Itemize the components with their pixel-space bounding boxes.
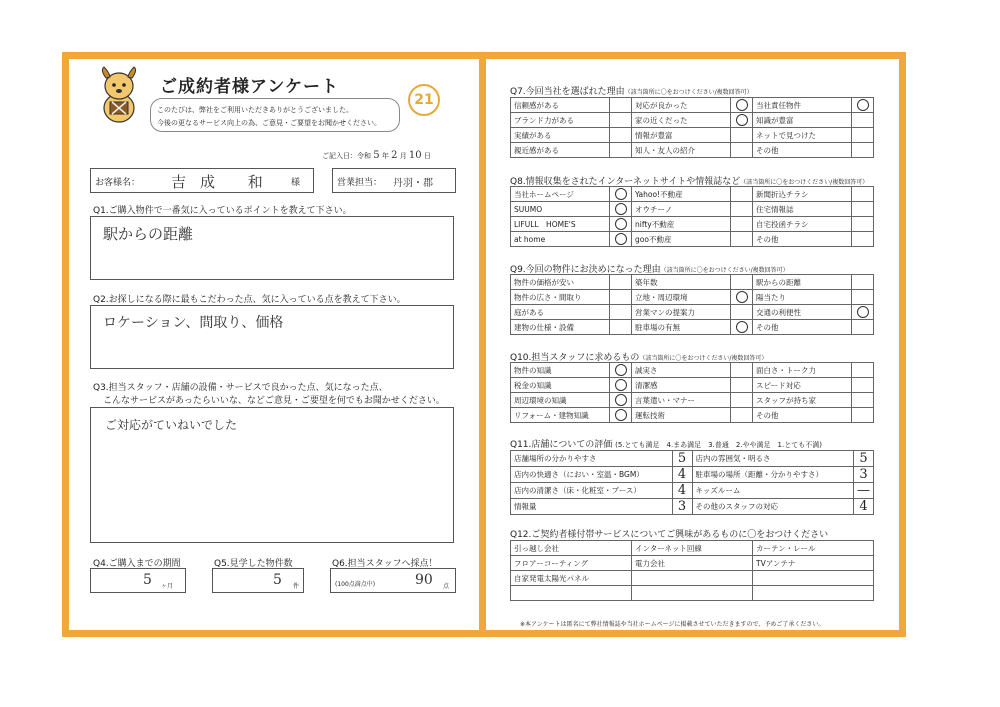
table-row	[511, 143, 874, 158]
q2-answer-box[interactable]	[90, 305, 454, 369]
page-divider	[479, 52, 486, 637]
page-title: ご成約者様アンケート	[160, 77, 339, 97]
q9-option-checkbox[interactable]	[852, 275, 874, 290]
q6-note: (100点満点中)	[335, 581, 376, 588]
q9-option-checkbox[interactable]	[610, 290, 632, 305]
q10-option-label: 周辺環境の知識	[511, 393, 610, 408]
q7-option-checkbox[interactable]	[610, 128, 632, 143]
q10-option-label: スタッフが持ち家	[753, 393, 852, 408]
q7-option-label: 対応が良かった	[632, 98, 731, 113]
q10-option-label: 面白さ・トーク力	[753, 363, 852, 378]
q1-answer: 駅からの距離	[103, 225, 194, 243]
q12-option[interactable]	[632, 586, 753, 601]
q7-option-label: ネットで見つけた	[753, 128, 852, 143]
q8-option-label: LIFULL HOME'S	[511, 217, 610, 232]
q7-option-label: 親近感がある	[511, 143, 610, 158]
q12-question: Q12.ご契約者様付帯サービスについてご興味があるものに〇をおつけください	[510, 530, 829, 540]
table-row	[511, 98, 874, 113]
q6-answer: 90	[415, 572, 433, 588]
q9-option-label: 物件の広さ・間取り	[511, 290, 610, 305]
q10-option-checkbox[interactable]	[731, 393, 753, 408]
table-row	[511, 275, 874, 290]
q7-option-checkbox[interactable]	[731, 143, 753, 158]
q7-option-label: 知識が豊富	[753, 113, 852, 128]
q7-option-checkbox[interactable]	[731, 113, 753, 128]
customer-sama: 様	[291, 178, 301, 188]
q2-answer: ロケーション、間取り、価格	[103, 315, 284, 331]
q4-answer: 5	[143, 572, 152, 588]
q8-option-checkbox[interactable]	[852, 232, 874, 247]
q9-option-label: 陽当たり	[753, 290, 852, 305]
q8-option-checkbox[interactable]	[731, 217, 753, 232]
q6-question: Q6.担当スタッフへ採点！	[332, 559, 438, 569]
q10-option-label: その他	[753, 408, 852, 423]
q7-option-label: 信頼感がある	[511, 98, 610, 113]
q5-unit: 件	[293, 583, 300, 590]
q9-question-text: Q9.今回の物件にお決めになった理由	[510, 265, 661, 275]
q9-option-checkbox[interactable]	[852, 320, 874, 335]
q10-option-checkbox[interactable]	[852, 408, 874, 423]
intro-line-2: 今後の更なるサービス向上の為、ご意見・ご要望をお聞かせください。	[157, 119, 381, 127]
q8-option-checkbox[interactable]	[610, 232, 632, 247]
q8-option-checkbox[interactable]	[852, 217, 874, 232]
q7-option-label: 情報が豊富	[632, 128, 731, 143]
table-row	[511, 483, 874, 499]
circle-mark-icon	[736, 114, 748, 126]
q12-option[interactable]: TVアンテナ	[753, 556, 874, 571]
q7-option-checkbox[interactable]	[610, 98, 632, 113]
q8-question-text: Q8.情報収集をされたインターネットサイトや情報誌など	[510, 177, 741, 187]
circle-mark-icon	[736, 321, 748, 333]
q3-question-line2: こんなサービスがあったらいいな、などご意見・ご要望を何でもお聞かせください。	[103, 396, 445, 406]
q9-option-label: 建物の仕様・設備	[511, 320, 610, 335]
circle-mark-icon	[736, 291, 748, 303]
staff-label: 営業担当：	[337, 178, 383, 188]
table-row	[511, 305, 874, 320]
q9-option-label: 立地・周辺環境	[632, 290, 731, 305]
q8-option-label: nifty不動産	[632, 217, 731, 232]
q1-question: Q1.ご購入物件で一番気に入っているポイントを教えて下さい。	[93, 206, 352, 216]
customer-name-box[interactable]	[90, 168, 314, 193]
q8-option-label: 新聞折込チラシ	[753, 187, 852, 202]
q3-answer-box[interactable]	[90, 407, 454, 543]
q9-table	[510, 274, 874, 335]
table-row	[511, 290, 874, 305]
q9-option-label: 駅からの距離	[753, 275, 852, 290]
q7-option-label: 実績がある	[511, 128, 610, 143]
q12-option[interactable]: 引っ越し会社	[511, 541, 632, 556]
q9-option-checkbox[interactable]	[731, 290, 753, 305]
q10-option-checkbox[interactable]	[610, 363, 632, 378]
staff-name: 丹羽・郡	[393, 178, 433, 189]
date-year-suffix: 年	[381, 152, 389, 160]
table-row	[511, 187, 874, 202]
q12-option[interactable]: インターネット回線	[632, 541, 753, 556]
q8-option-checkbox[interactable]	[731, 187, 753, 202]
footer-note: ※本アンケートは匿名にて弊社情報誌や当社ホームページに掲載させていただきますので、予めご了承ください。	[520, 621, 825, 628]
q8-option-checkbox[interactable]	[731, 202, 753, 217]
circle-mark-icon	[857, 306, 869, 318]
table-row	[511, 378, 874, 393]
q10-option-label: 税金の知識	[511, 378, 610, 393]
q7-option-checkbox[interactable]	[731, 98, 753, 113]
q11-item-label: その他のスタッフの対応	[692, 499, 854, 515]
q8-option-label: SUUMO	[511, 202, 610, 217]
q11-scale: (5.とても満足 4.まあ満足 3.普通 2.やや満足 1.とても不満)	[615, 441, 822, 449]
circle-mark-icon	[615, 218, 627, 230]
q12-option[interactable]	[511, 586, 632, 601]
q8-option-label: 住宅情報誌	[753, 202, 852, 217]
q8-option-checkbox[interactable]	[610, 202, 632, 217]
q12-option[interactable]: 自家発電太陽光パネル	[511, 571, 632, 586]
q9-option-checkbox[interactable]	[852, 290, 874, 305]
table-row	[511, 586, 874, 601]
q8-option-label: 自宅投函チラシ	[753, 217, 852, 232]
q8-option-label: オウチーノ	[632, 202, 731, 217]
q12-table	[510, 540, 874, 601]
circle-mark-icon	[615, 188, 627, 200]
q7-option-checkbox[interactable]	[852, 98, 874, 113]
q12-option[interactable]: フロアーコーティング	[511, 556, 632, 571]
date-month-suffix: 月	[399, 152, 407, 160]
date-year: 5	[373, 150, 380, 161]
q9-option-checkbox[interactable]	[610, 320, 632, 335]
q6-answer-box[interactable]	[330, 568, 456, 593]
q11-table	[510, 450, 874, 515]
q11-question-text: Q11.店舗についての評価	[510, 440, 613, 450]
q5-question: Q5.見学した物件数	[214, 559, 293, 569]
circle-mark-icon	[615, 409, 627, 421]
date-month: 2	[391, 150, 398, 161]
dog-mascot-icon	[96, 66, 142, 124]
circle-mark-icon	[615, 379, 627, 391]
q7-question-sub: （該当箇所に〇をおつけください/複数回答可）	[624, 89, 753, 96]
q8-option-checkbox[interactable]	[731, 232, 753, 247]
table-row	[511, 451, 874, 467]
table-row	[511, 571, 874, 586]
q10-option-checkbox[interactable]	[731, 363, 753, 378]
q9-option-label: その他	[753, 320, 852, 335]
q10-table	[510, 362, 874, 423]
table-row	[511, 232, 874, 247]
q7-option-checkbox[interactable]	[610, 143, 632, 158]
circle-mark-icon	[615, 233, 627, 245]
q10-option-label: 運転技術	[632, 408, 731, 423]
q11-item-label: 情報量	[511, 499, 673, 515]
q7-question	[510, 84, 753, 97]
q11-rating-value[interactable]: —	[854, 483, 874, 499]
q8-option-label: Yahoo!不動産	[632, 187, 731, 202]
q9-option-label: 交通の利便性	[753, 305, 852, 320]
table-row	[511, 202, 874, 217]
q11-item-label: 店舗場所の分かりやすさ	[511, 451, 673, 467]
q8-option-checkbox[interactable]	[610, 187, 632, 202]
q10-option-checkbox[interactable]	[610, 408, 632, 423]
q7-option-checkbox[interactable]	[852, 113, 874, 128]
q7-option-checkbox[interactable]	[610, 113, 632, 128]
fill-date	[322, 150, 431, 161]
q8-option-checkbox[interactable]	[610, 217, 632, 232]
q9-option-label: 営業マンの提案力	[632, 305, 731, 320]
table-row	[511, 217, 874, 232]
q11-rating-value[interactable]: 5	[854, 451, 874, 467]
q7-option-checkbox[interactable]	[852, 128, 874, 143]
q9-option-checkbox[interactable]	[731, 275, 753, 290]
q9-option-checkbox[interactable]	[731, 320, 753, 335]
q8-option-label: at home	[511, 232, 610, 247]
q10-option-checkbox[interactable]	[731, 408, 753, 423]
q10-option-label: 誠実さ	[632, 363, 731, 378]
q7-table	[510, 97, 874, 158]
q3-question-line1: Q3.担当スタッフ・店舗の設備・サービスで良かった点、気になった点、	[93, 383, 388, 393]
q10-option-label: 清潔感	[632, 378, 731, 393]
q11-item-label: キッズルーム	[692, 483, 854, 499]
q7-question-text: Q7.今回当社を選ばれた理由	[510, 87, 625, 97]
date-day: 10	[408, 150, 422, 161]
q7-option-label: ブランド力がある	[511, 113, 610, 128]
q9-option-checkbox[interactable]	[852, 305, 874, 320]
q10-option-checkbox[interactable]	[852, 363, 874, 378]
q8-option-label: その他	[753, 232, 852, 247]
q7-option-label: 家の近くだった	[632, 113, 731, 128]
q10-option-checkbox[interactable]	[852, 393, 874, 408]
customer-label: お客様名：	[95, 178, 141, 188]
table-row	[511, 499, 874, 515]
circle-mark-icon	[615, 364, 627, 376]
q12-option[interactable]	[753, 586, 874, 601]
q8-option-label: 当社ホームページ	[511, 187, 610, 202]
q9-option-checkbox[interactable]	[610, 275, 632, 290]
table-row	[511, 408, 874, 423]
q11-item-label: 店内の清潔さ（床・化粧室・ブース）	[511, 483, 673, 499]
q7-option-checkbox[interactable]	[731, 128, 753, 143]
date-day-suffix: 日	[423, 152, 431, 160]
q9-option-checkbox[interactable]	[610, 305, 632, 320]
q7-option-label: その他	[753, 143, 852, 158]
q11-rating-value[interactable]: 4	[672, 483, 692, 499]
table-row	[511, 393, 874, 408]
table-row	[511, 363, 874, 378]
century21-logo: 21	[408, 84, 440, 116]
table-row	[511, 556, 874, 571]
q5-answer-box[interactable]	[212, 568, 304, 593]
q8-option-label: goo不動産	[632, 232, 731, 247]
q11-rating-value[interactable]: 4	[672, 467, 692, 483]
q1-answer-box[interactable]	[90, 216, 454, 280]
q8-question-sub: （該当箇所に〇をおつけください/複数回答可）	[740, 179, 869, 186]
q11-question	[510, 437, 822, 450]
q10-option-label: 言葉遣い・マナー	[632, 393, 731, 408]
q3-answer: ご対応がていねいでした	[105, 418, 238, 432]
q9-option-label: 築年数	[632, 275, 731, 290]
customer-name: 吉成 和	[171, 173, 277, 191]
staff-box[interactable]	[332, 168, 456, 193]
q10-option-label: スピード対応	[753, 378, 852, 393]
q11-item-label: 駐車場の場所（距離・分かりやすさ）	[692, 467, 854, 483]
q10-option-checkbox[interactable]	[852, 378, 874, 393]
q10-option-checkbox[interactable]	[731, 378, 753, 393]
q9-option-label: 物件の価格が安い	[511, 275, 610, 290]
circle-mark-icon	[615, 394, 627, 406]
intro-line-1: このたびは、弊社をご利用いただきありがとうございました。	[157, 106, 353, 114]
circle-mark-icon	[736, 99, 748, 111]
q10-option-label: リフォーム・建物知識	[511, 408, 610, 423]
q6-unit: 点	[443, 583, 450, 590]
table-row	[511, 113, 874, 128]
q12-option[interactable]: カーテン・レール	[753, 541, 874, 556]
q7-option-label: 知人・友人の紹介	[632, 143, 731, 158]
q10-option-checkbox[interactable]	[610, 378, 632, 393]
intro-bubble	[150, 98, 400, 132]
q11-item-label: 店内の雰囲気・明るさ	[692, 451, 854, 467]
q4-answer-box[interactable]	[90, 568, 186, 593]
q11-rating-value[interactable]: 3	[854, 467, 874, 483]
q5-answer: 5	[273, 572, 282, 588]
q4-question: Q4.ご購入までの期間	[93, 559, 181, 569]
q2-question: Q2.お探しになる際に最もこだわった点、気に入っている点を教えて下さい。	[93, 295, 406, 305]
circle-mark-icon	[857, 99, 869, 111]
q7-option-checkbox[interactable]	[852, 143, 874, 158]
q11-rating-value[interactable]: 5	[672, 451, 692, 467]
q12-option[interactable]	[753, 571, 874, 586]
q9-question-sub: （該当箇所に〇をおつけください/複数回答可）	[660, 267, 789, 274]
q9-option-label: 庭がある	[511, 305, 610, 320]
q8-table	[510, 186, 874, 247]
table-row	[511, 467, 874, 483]
q9-option-label: 駐車場の有無	[632, 320, 731, 335]
table-row	[511, 541, 874, 556]
q12-option[interactable]	[632, 571, 753, 586]
q7-option-label: 当社責任物件	[753, 98, 852, 113]
q4-unit: ヶ月	[161, 583, 174, 590]
q11-rating-value[interactable]: 4	[854, 499, 874, 515]
date-label: ご記入日：令和	[322, 152, 371, 160]
q10-question-sub: （該当箇所に〇をおつけください/複数回答可）	[639, 355, 768, 362]
q10-option-label: 物件の知識	[511, 363, 610, 378]
table-row	[511, 128, 874, 143]
q10-option-checkbox[interactable]	[610, 393, 632, 408]
table-row	[511, 320, 874, 335]
q11-rating-value[interactable]: 3	[672, 499, 692, 515]
q10-question-text: Q10.担当スタッフに求めるもの	[510, 353, 640, 363]
q8-option-checkbox[interactable]	[852, 202, 874, 217]
q11-item-label: 店内の快適さ（におい・室温・BGM）	[511, 467, 673, 483]
q9-option-checkbox[interactable]	[731, 305, 753, 320]
circle-mark-icon	[615, 203, 627, 215]
q8-option-checkbox[interactable]	[852, 187, 874, 202]
q12-option[interactable]: 電力会社	[632, 556, 753, 571]
